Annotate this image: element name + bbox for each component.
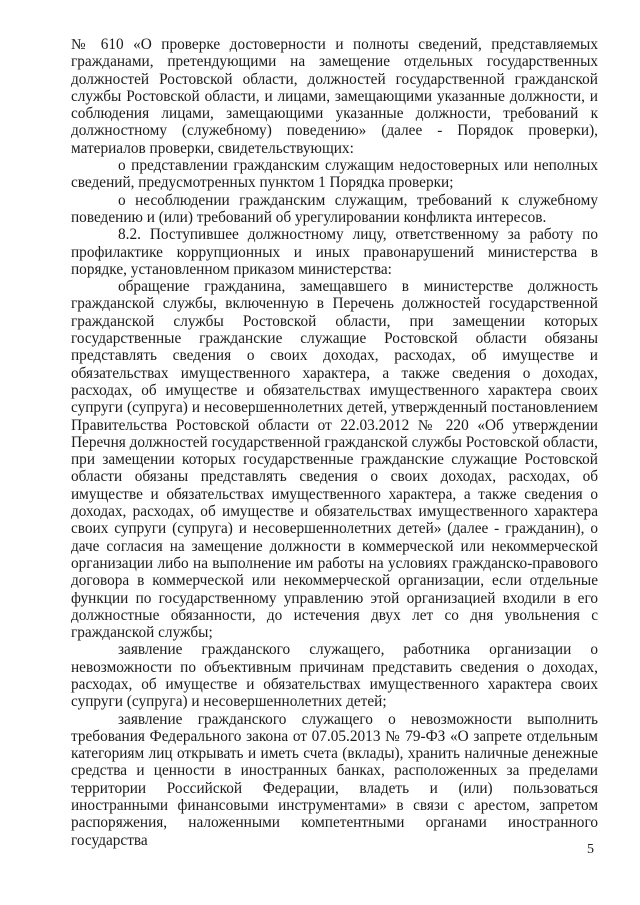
page-number: 5 (587, 842, 594, 857)
paragraph-section-8-2: 8.2. Поступившее должностному лицу, ответственному за работу по профилактике коррупционных и иных правонарушений министерства в порядке, установленном приказом министерства: (71, 226, 598, 278)
paragraph-procedure-reference: № 610 «О проверке достоверности и полноты сведений, представляемых гражданами, претендующими на замещение отдельных государственных должностей Ростовской области, должностей государственной гражданской службы Ростовской области, и лицами, замещающими указанные должности, и соблюдения лицами, замещающими указанные должности, требований к должностному (служебному) поведению» (далее - Порядок проверки), материалов проверки, свидетельствующих: (71, 36, 598, 157)
paragraph-conduct-violation: о несоблюдении гражданским служащим, требований к служебному поведению и (или) требований об урегулировании конфликта интересов. (71, 191, 598, 226)
paragraph-false-info: о представлении гражданским служащим недостоверных или неполных сведений, предусмотренных пунктом 1 Порядка проверки; (71, 157, 598, 192)
document-body (71, 36, 598, 849)
paragraph-citizen-appeal: обращение гражданина, замещавшего в министерстве должность гражданской службы, включенную в Перечень должностей государственной гражданской службы Ростовской области, при замещении которых государственные гражданские служащие Ростовской области обязаны представлять сведения о своих доходах, расходах, об имуществе и обязательствах имущественного характера, а также сведения о доходах, расходах, об имуществе и обязательствах имущественного характера своих супруги (супруга) и несовершеннолетних детей, утвержденный постановлением Правительства Ростовской области от 22.03.2012 № 220 «Об утверждении Перечня должностей государственной гражданской службы Ростовской области, при замещении которых государственные гражданские служащие Ростовской области обязаны представлять сведения о своих доходах, расходах, об имуществе и обязательствах имущественного характера, а также сведения о доходах, расходах, об имуществе и обязательствах имущественного характера своих супруги (супруга) и несовершеннолетних детей» (далее - гражданин), о даче согласия на замещение должности в коммерческой или некоммерческой организации либо на выполнение им работы на условиях гражданско-правового договора в коммерческой или некоммерческой организации, если отдельные функции по государственному управлению этой организацией входили в его должностные обязанности, до истечения двух лет со дня увольнения с гражданской службы; (71, 278, 598, 642)
paragraph-income-statement: заявление гражданского служащего, работника организации о невозможности по объективным причинам представить сведения о доходах, расходах, об имуществе и обязательствах имущественного характера своих супруги (супруга) и несовершеннолетних детей; (71, 641, 598, 711)
paragraph-foreign-accounts: заявление гражданского служащего о невозможности выполнить требования Федерального закона от 07.05.2013 № 79-ФЗ «О запрете отдельным категориям лиц открывать и иметь счета (вклады), хранить наличные денежные средства и ценности в иностранных банках, расположенных за пределами территории Российской Федерации, владеть и (или) пользоваться иностранными финансовыми инструментами» в связи с арестом, запретом распоряжения, наложенными компетентными органами иностранного государства (71, 710, 598, 849)
